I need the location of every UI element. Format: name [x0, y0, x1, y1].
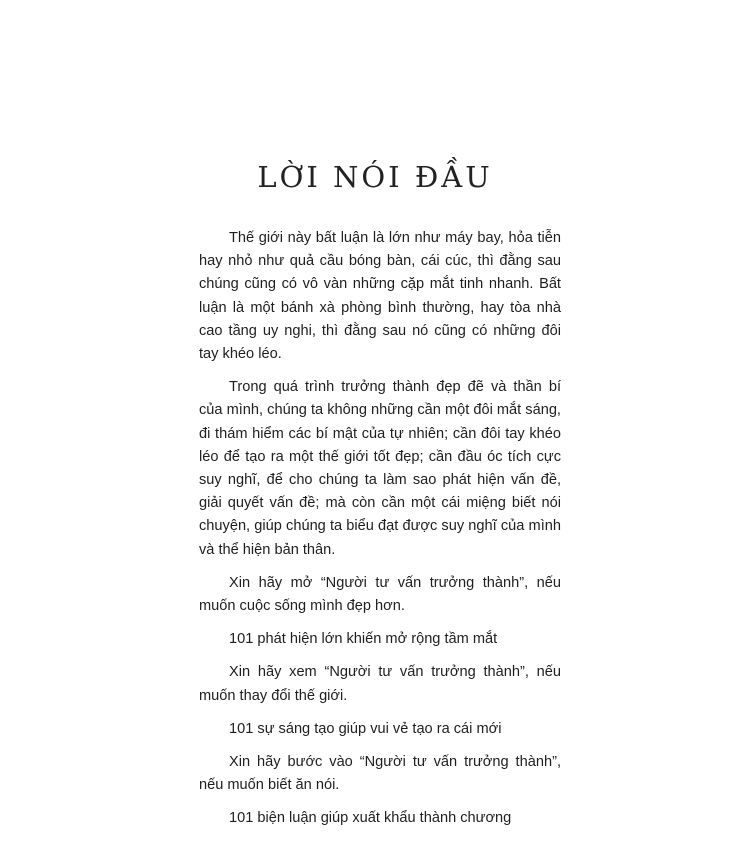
paragraph-3: Xin hãy mở “Người tư vấn trưởng thành”, nếu muốn cuộc sống mình đẹp hơn. — [199, 574, 561, 615]
paragraph-4: 101 phát hiện lớn khiến mở rộng tầm mắt — [229, 631, 498, 648]
page-title: LỜI NÓI ĐẦU — [257, 160, 493, 194]
paragraph-7: Xin hãy bước vào “Người tư vấn trưởng thành”, nếu muốn biết ăn nói. — [199, 754, 561, 794]
paragraph-6: 101 sự sáng tạo giúp vui vẻ tạo ra cái mới — [229, 720, 502, 737]
paragraph-1: Thế giới này bất luận là lớn như máy bay, hỏa tiễn hay nhỏ như quả cầu bóng bàn, cái cúc, thì đằng sau chúng cũng có vô vàn những cặp mắt tinh nhanh. Bất luận là một bánh xà phòng bình thường, hay tòa nhà cao tầng uy nghi, thì đằng sau nó cũng có những đôi tay khéo léo. — [199, 230, 561, 363]
paragraph-8: 101 biện luận giúp xuất khẩu thành chương — [229, 810, 512, 827]
paragraph-2: Trong quá trình trưởng thành đẹp đẽ và thần bí của mình, chúng ta không những cần một đôi mắt sáng, đi thám hiểm các bí mật của tự nhiên; cần đôi tay khéo léo để tạo ra một thế giới tốt đẹp; cần đầu óc tích cực suy nghĩ, để cho chúng ta làm sao phát hiện vấn đề, giải quyết vấn đề; mà còn cần một cái miệng biết nói chuyện, giúp chúng ta biểu đạt được suy nghĩ của mình và thể hiện bản thân. — [199, 379, 561, 558]
preface-body — [199, 227, 561, 841]
paragraph-5: Xin hãy xem “Người tư vấn trưởng thành”, nếu muốn thay đổi thế giới. — [199, 664, 561, 704]
